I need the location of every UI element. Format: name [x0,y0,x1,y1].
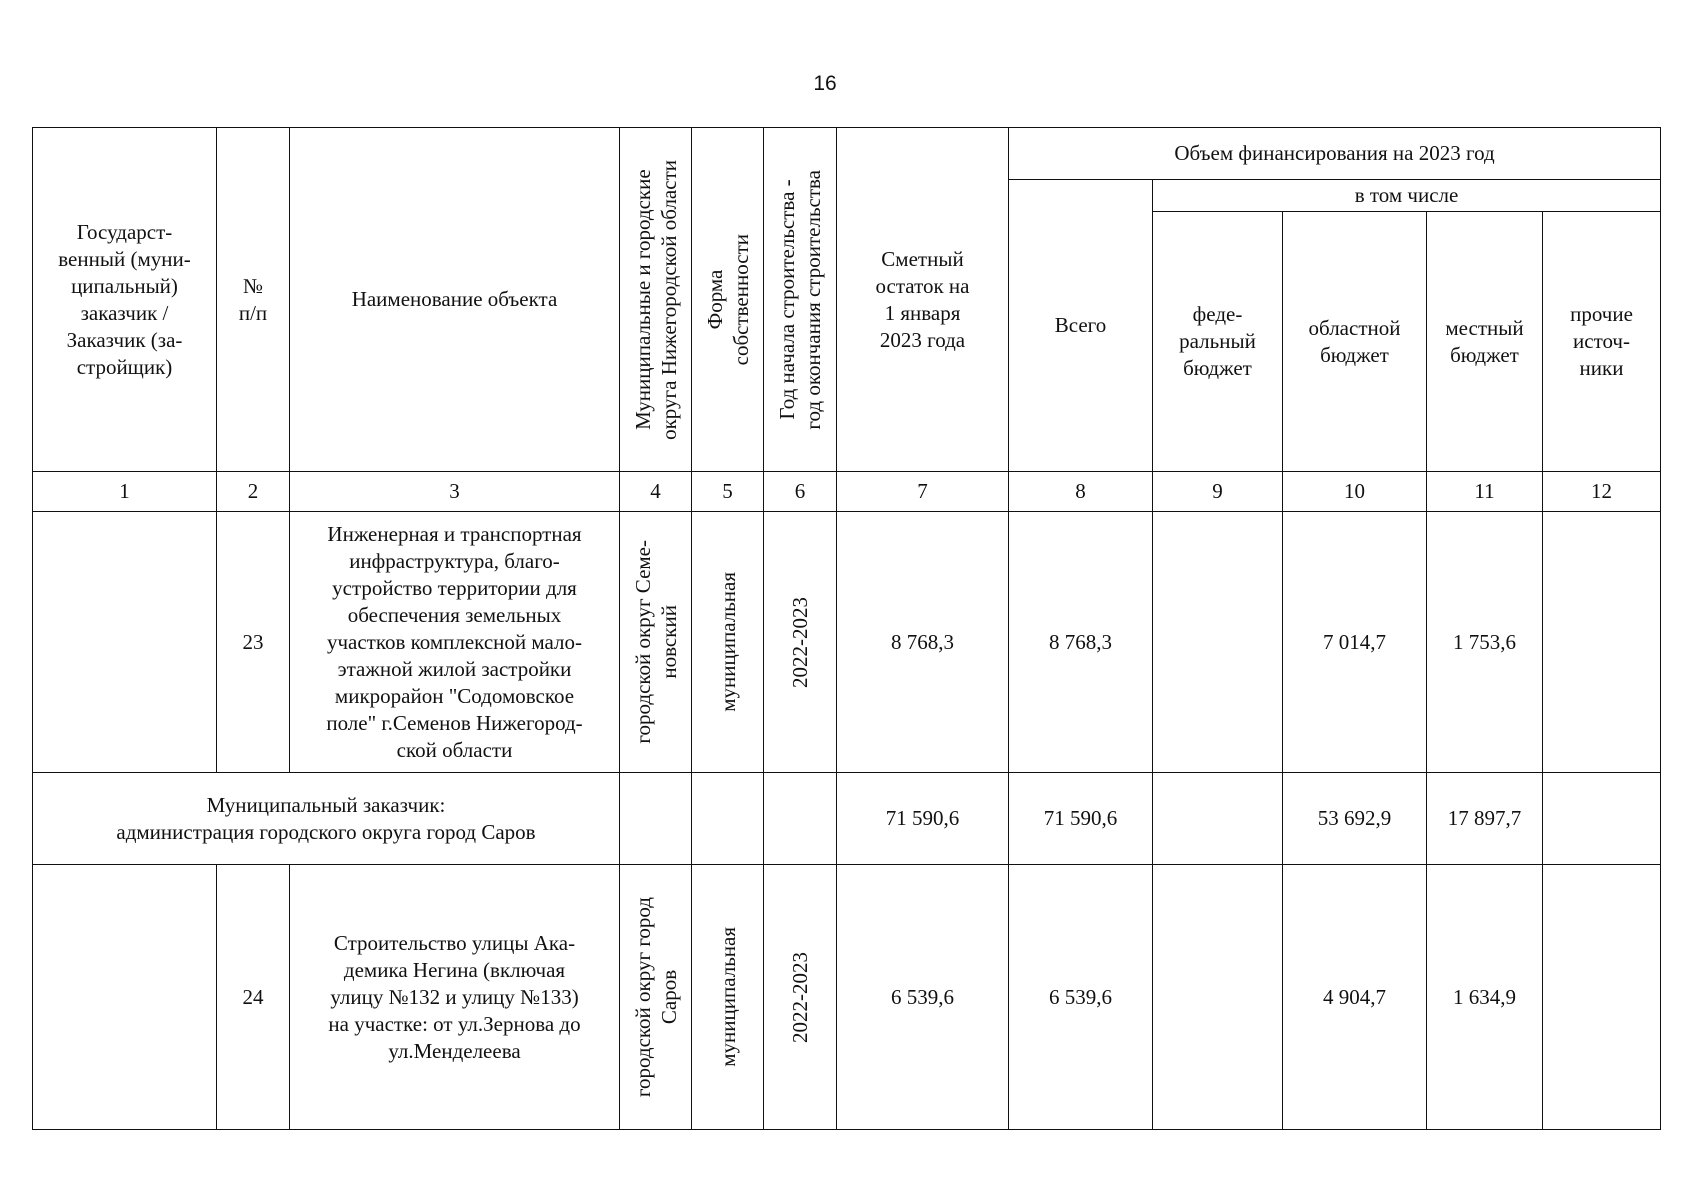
row-district-text: городской округ город Саров [630,896,681,1098]
header-years-text: Год начала строительства - год окончания строительства [775,169,825,430]
header-ownership-text: Форма собственности [702,233,753,366]
table-row [33,512,1661,773]
customer-estimate: 71 590,6 [837,773,1009,865]
header-object-name: Наименование объекта [290,128,620,472]
customer-regional: 53 692,9 [1283,773,1427,865]
row-regional: 7 014,7 [1283,512,1427,773]
row-ownership [692,865,764,1130]
header-district-text: Муниципальные и городские округа Нижегородской области [630,159,681,440]
row-number: 23 [217,512,290,773]
row-ownership [692,512,764,773]
column-number: 9 [1153,472,1283,512]
header-including: в том числе [1153,180,1661,212]
row-customer-cell [33,865,217,1130]
row-number: 24 [217,865,290,1130]
customer-ownership-cell [692,773,764,865]
header-estimate: Сметный остаток на 1 января 2023 года [837,128,1009,472]
header-local: местный бюджет [1427,212,1543,472]
customer-summary-row [33,773,1661,865]
customer-years-cell [764,773,837,865]
header-regional: областной бюджет [1283,212,1427,472]
header-funding-group: Объем финансирования на 2023 год [1009,128,1661,180]
investment-table [32,127,1661,1130]
row-federal [1153,512,1283,773]
column-number: 3 [290,472,620,512]
row-years [764,865,837,1130]
column-number: 7 [837,472,1009,512]
header-years [764,128,837,472]
row-ownership-text: муниципальная [715,927,740,1067]
customer-total: 71 590,6 [1009,773,1153,865]
row-years-text: 2022-2023 [788,596,812,688]
row-estimate: 6 539,6 [837,865,1009,1130]
header-total: Всего [1009,180,1153,472]
column-number: 6 [764,472,837,512]
header-federal: феде- ральный бюджет [1153,212,1283,472]
table-row [33,865,1661,1130]
row-object-name: Инженерная и транспортная инфраструктура, благо- устройство территории для обеспечения земельных участков комплексной мало- этажной жилой застройки микрорайон "Содомовское поле" г.Семенов Нижегород- ской области [290,512,620,773]
column-number: 1 [33,472,217,512]
row-local: 1 753,6 [1427,512,1543,773]
row-district [620,512,692,773]
column-number: 5 [692,472,764,512]
row-years [764,512,837,773]
row-object-name: Строительство улицы Ака- демика Негина (включая улицу №132 и улицу №133) на участке: от ул.Зернова до ул.Менделеева [290,865,620,1130]
row-district-text: городской округ Семе- новский [630,540,681,744]
row-regional: 4 904,7 [1283,865,1427,1130]
row-total: 8 768,3 [1009,512,1153,773]
column-number: 10 [1283,472,1427,512]
row-years-text: 2022-2023 [788,951,812,1043]
row-local: 1 634,9 [1427,865,1543,1130]
header-district [620,128,692,472]
row-total: 6 539,6 [1009,865,1153,1130]
row-federal [1153,865,1283,1130]
row-district [620,865,692,1130]
header-ownership [692,128,764,472]
column-number: 8 [1009,472,1153,512]
customer-district-cell [620,773,692,865]
page-number: 16 [813,72,837,95]
row-estimate: 8 768,3 [837,512,1009,773]
customer-label: Муниципальный заказчик: администрация городского округа город Саров [33,773,620,865]
column-number-row [33,472,1661,512]
column-number: 11 [1427,472,1543,512]
customer-other [1543,773,1661,865]
row-ownership-text: муниципальная [715,572,740,712]
customer-local: 17 897,7 [1427,773,1543,865]
row-other [1543,512,1661,773]
column-number: 12 [1543,472,1661,512]
row-other [1543,865,1661,1130]
column-number: 4 [620,472,692,512]
customer-federal [1153,773,1283,865]
row-customer-cell [33,512,217,773]
header-customer: Государст- венный (муни- ципальный) заказчик / Заказчик (за- стройщик) [33,128,217,472]
header-other: прочие источ- ники [1543,212,1661,472]
header-number: № п/п [217,128,290,472]
header-row-1 [33,128,1661,180]
column-number: 2 [217,472,290,512]
